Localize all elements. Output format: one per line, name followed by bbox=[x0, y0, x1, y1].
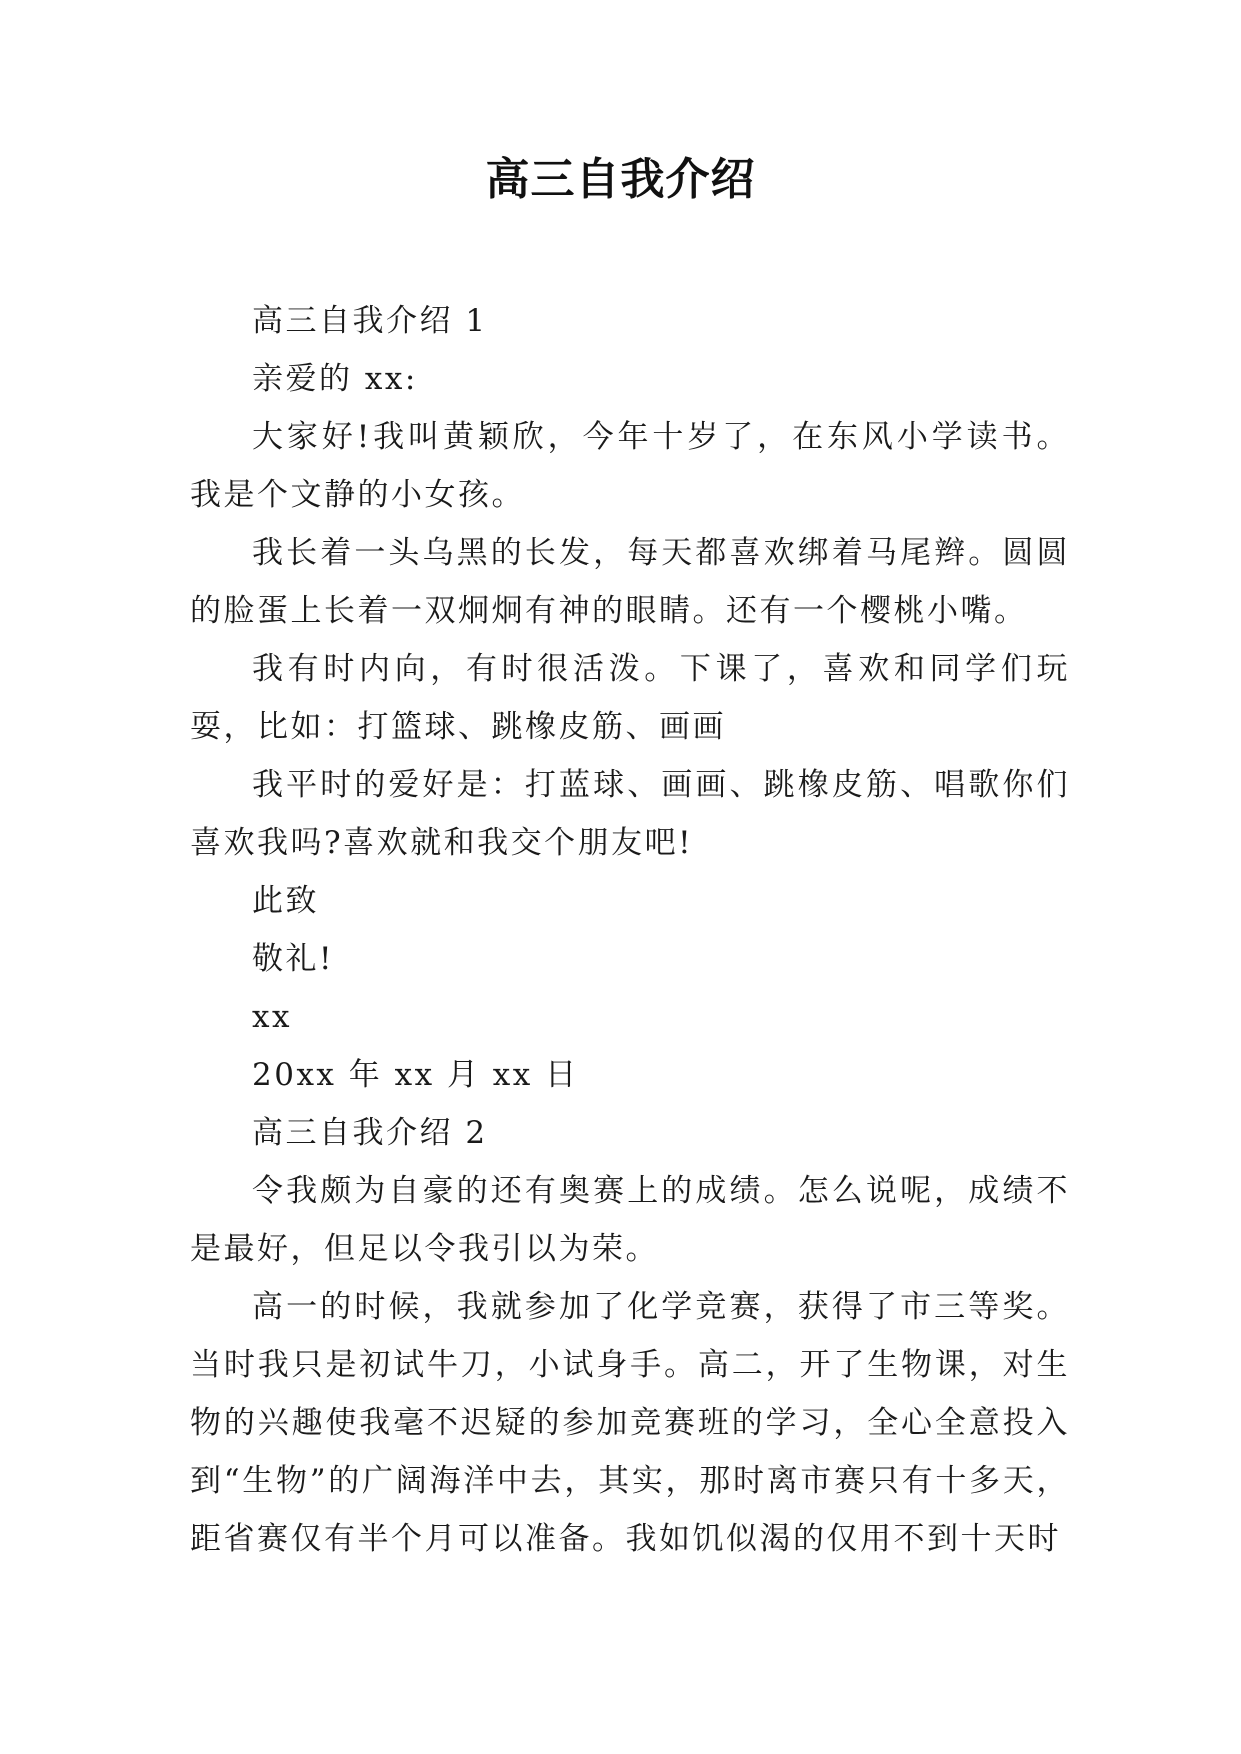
section-heading-2: 高三自我介绍 2 bbox=[252, 1115, 488, 1151]
letter-closing: 此致 bbox=[252, 883, 319, 919]
body-paragraph: 令我颇为自豪的还有奥赛上的成绩。怎么说呢，成绩不是最好，但足以令我引以为荣。 bbox=[190, 1173, 1070, 1267]
body-paragraph: 我有时内向，有时很活泼。下课了，喜欢和同学们玩耍，比如：打篮球、跳橡皮筋、画画 bbox=[190, 651, 1070, 745]
document-title: 高三自我介绍 bbox=[485, 154, 756, 205]
letter-salutation: 亲爱的 xx: bbox=[252, 361, 418, 397]
letter-signature: xx bbox=[252, 999, 292, 1035]
section-heading-1: 高三自我介绍 1 bbox=[252, 303, 488, 339]
body-paragraph: 我平时的爱好是：打蓝球、画画、跳橡皮筋、唱歌你们喜欢我吗?喜欢就和我交个朋友吧! bbox=[190, 767, 1070, 861]
body-paragraph: 高一的时候，我就参加了化学竞赛，获得了市三等奖。当时我只是初试牛刀，小试身手。高二，开了生物课，对生物的兴趣使我毫不迟疑的参加竞赛班的学习，全心全意投入到“生物”的广阔海洋中去，其实，那时离市赛只有十多天，距省赛仅有半个月可以准备。我如饥似渴的仅用不到十天时 bbox=[190, 1289, 1070, 1557]
letter-date: 20xx 年 xx 月 xx 日 bbox=[252, 1057, 579, 1093]
letter-regards: 敬礼! bbox=[252, 941, 334, 977]
body-paragraph: 我长着一头乌黑的长发，每天都喜欢绑着马尾辫。圆圆的脸蛋上长着一双炯炯有神的眼睛。还有一个樱桃小嘴。 bbox=[190, 535, 1070, 629]
document-body bbox=[190, 292, 1070, 1568]
body-paragraph: 大家好!我叫黄颖欣，今年十岁了，在东风小学读书。我是个文静的小女孩。 bbox=[190, 419, 1070, 513]
